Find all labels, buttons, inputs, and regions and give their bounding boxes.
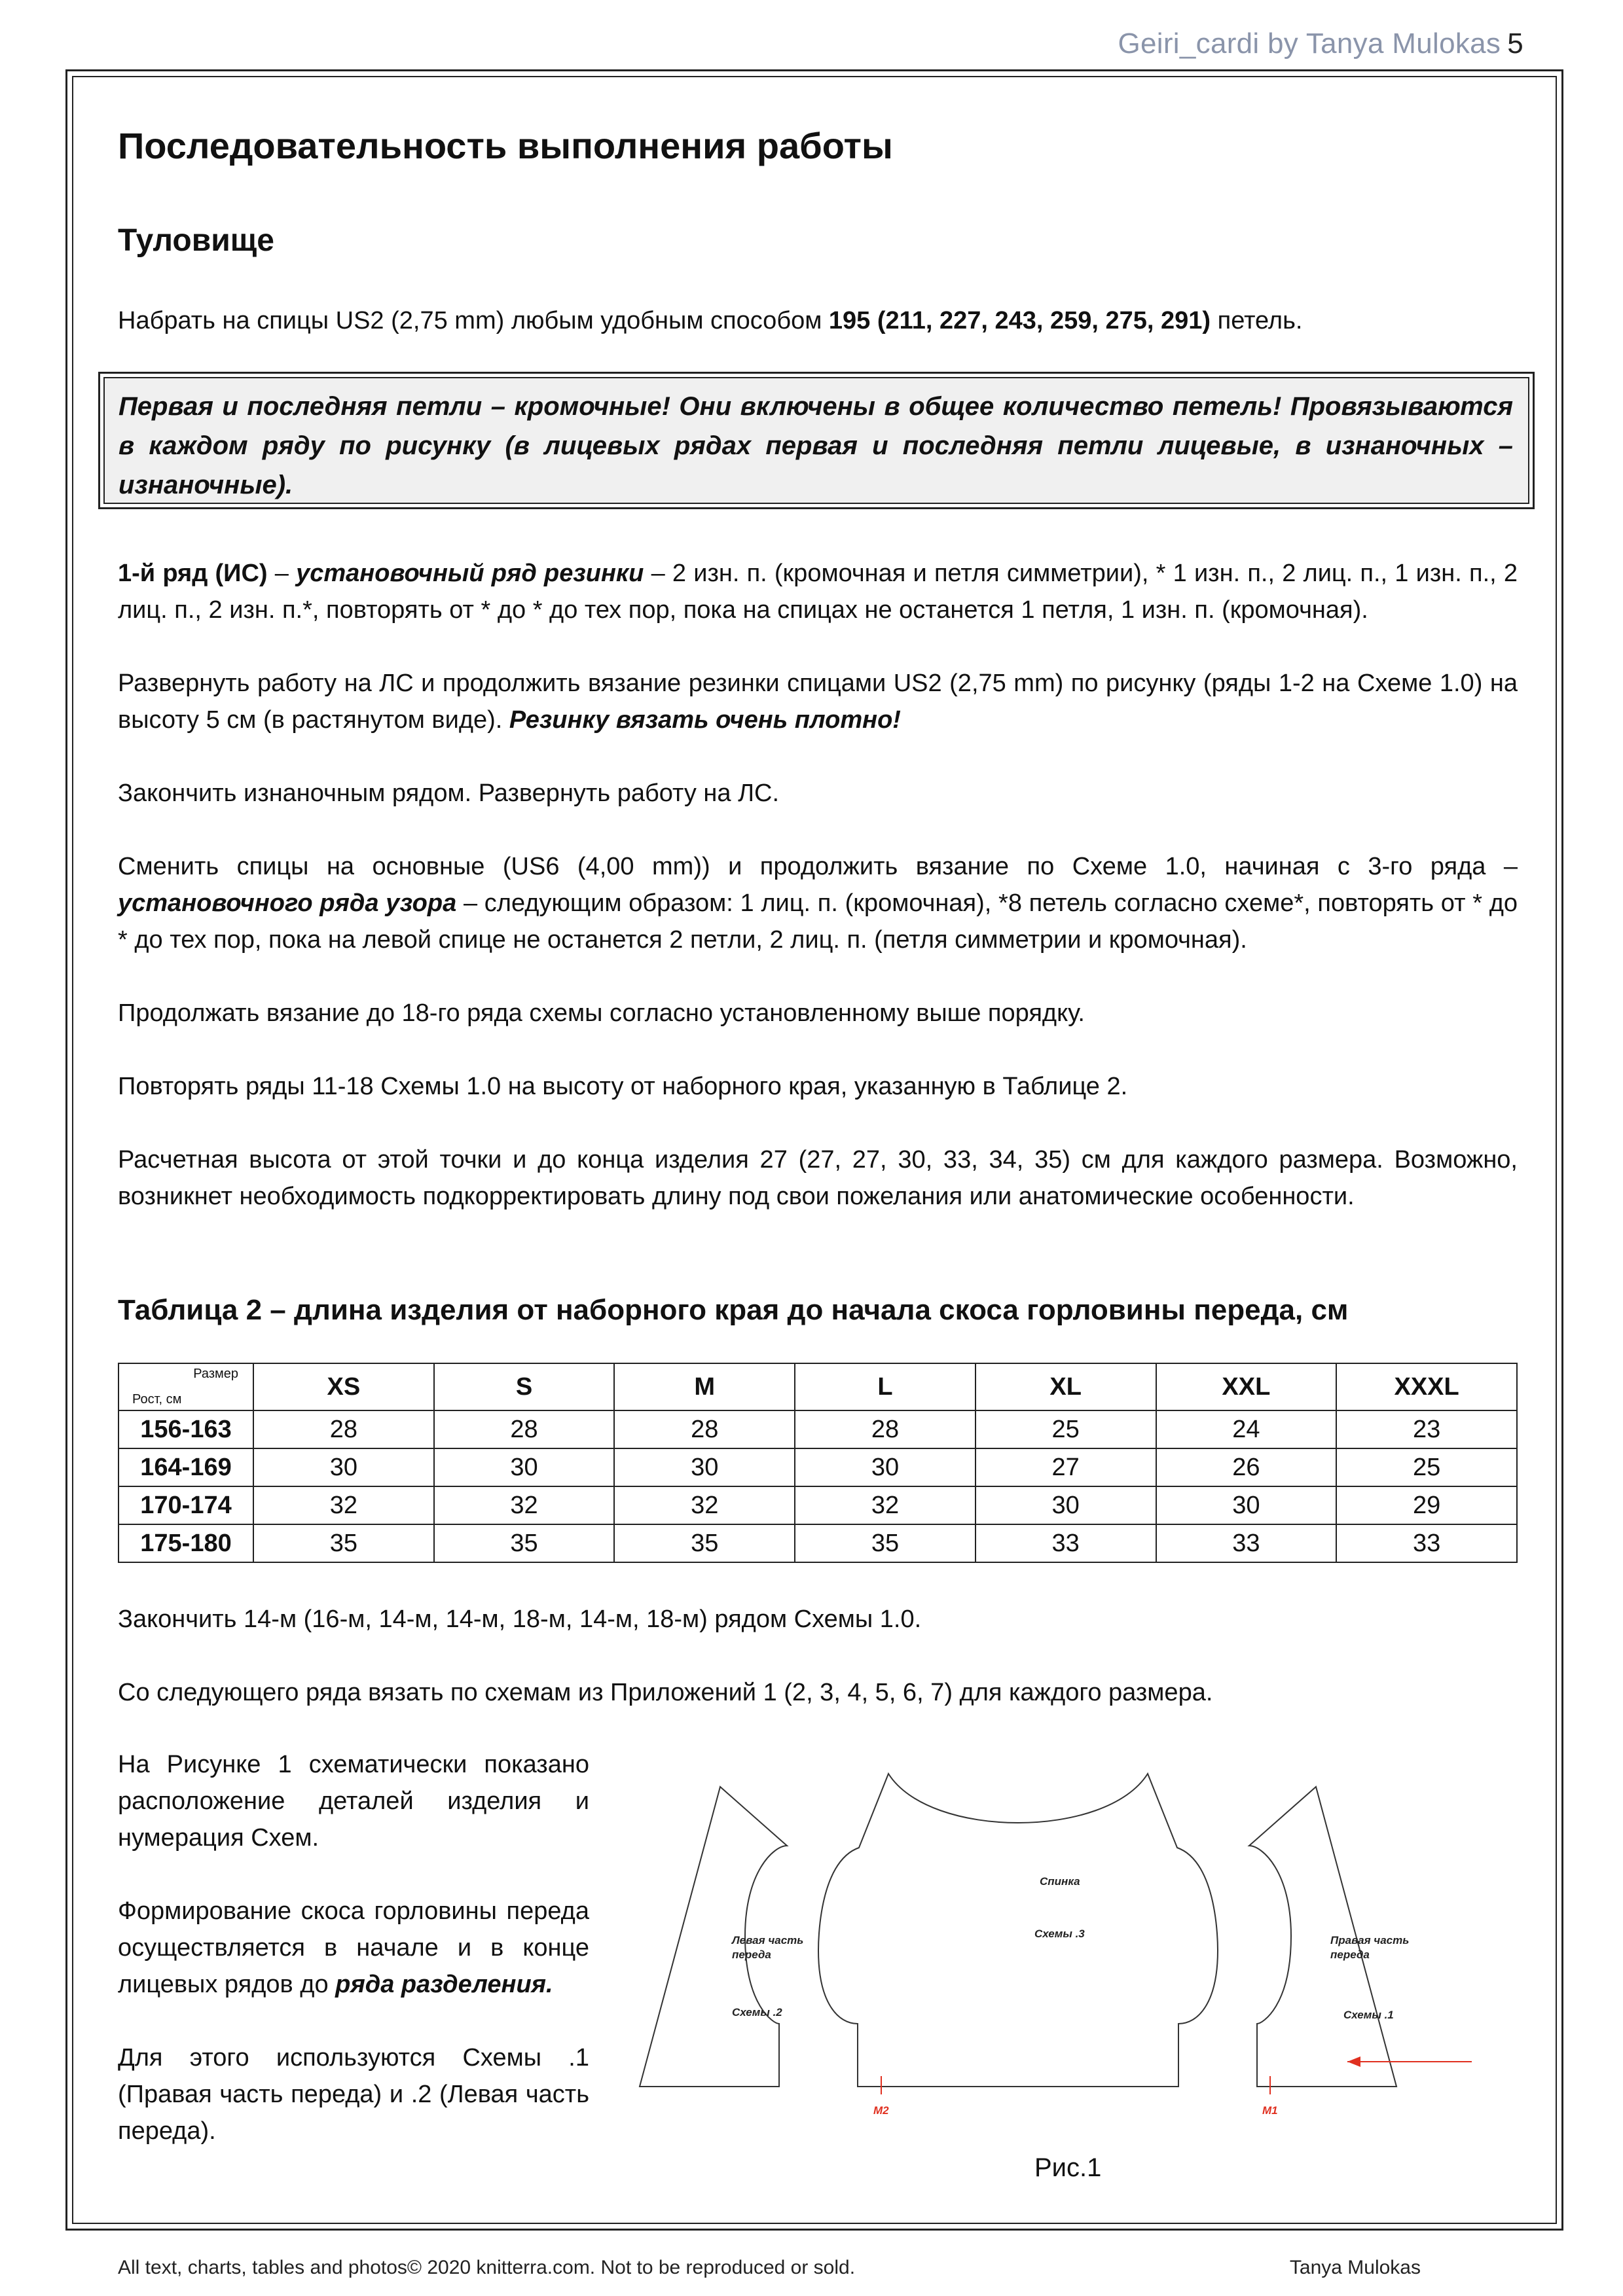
figure-caption: Рис.1 <box>1034 2153 1102 2182</box>
continue-paragraph: Продолжать вязание до 18-го ряда схемы согласно установленному выше порядку. <box>118 999 1085 1027</box>
direction-arrow <box>1347 2056 1472 2067</box>
change-needles-text: Сменить спицы на основные (US6 (4,00 mm)) и продолжить вязание по Схеме 1.0, начиная с 3-го ряда – <box>118 853 1518 880</box>
value-cell: 33 <box>976 1524 1156 1562</box>
value-cell: 35 <box>614 1524 795 1562</box>
row2-paragraph <box>118 665 1518 738</box>
section-title: Последовательность выполнения работы <box>118 125 893 166</box>
side-paragraph-2-text: Формирование скоса горловины переда осуществляется в начале и в конце лицевых рядов до <box>118 1897 589 1998</box>
height-cell: 164-169 <box>119 1448 253 1486</box>
footer-copyright: All text, charts, tables and photos© 2020 knitterra.com. Not to be reproduced or sold. <box>118 2257 856 2278</box>
size-header: XL <box>976 1363 1156 1410</box>
left-front-label-2: переда <box>732 1948 771 1961</box>
repeat-paragraph: Повторять ряды 11-18 Схемы 1.0 на высоту от наборного края, указанную в Таблице 2. <box>118 1073 1128 1100</box>
next-rows-paragraph: Со следующего ряда вязать по схемам из Приложений 1 (2, 3, 4, 5, 6, 7) для каждого размера. <box>118 1679 1213 1706</box>
right-front-label-1: Правая часть <box>1330 1934 1410 1946</box>
table-header-row <box>119 1363 1517 1410</box>
m1-label: M1 <box>1262 2104 1278 2117</box>
value-cell: 26 <box>1156 1448 1337 1486</box>
change-needles-emphasis: установочного ряда узора <box>118 889 457 917</box>
back-scheme-label: Схемы .3 <box>1034 1928 1085 1940</box>
row1-text: – 2 изн. п. (кромочная и петля симметрии), * 1 изн. п., 2 лиц. п., 1 изн. п., 2 лиц. п., 2 изн. п.*, повторять от * до * до тех пор, пока на спицах не останется 1 петля, 1 изн. п. (кромочная). <box>118 560 1518 624</box>
back-outline <box>818 1774 1218 2087</box>
side-text <box>118 1746 589 2149</box>
side-paragraph-2-emphasis: ряда разделения. <box>335 1971 553 1998</box>
right-front-label-2: переда <box>1330 1948 1370 1961</box>
row2-emphasis: Резинку вязать очень плотно! <box>509 706 901 734</box>
footer-author: Tanya Mulokas <box>1289 2257 1421 2278</box>
m1-marker <box>1262 2076 1278 2117</box>
table-title: Таблица 2 – длина изделия от наборного края до начала скоса горловины переда, см <box>118 1294 1349 1326</box>
value-cell: 24 <box>1156 1410 1337 1448</box>
right-scheme-label: Схемы .1 <box>1343 2009 1394 2021</box>
value-cell: 29 <box>1336 1486 1517 1524</box>
cast-on-text: Набрать на спицы US2 (2,75 mm) любым удобным способом <box>118 307 829 334</box>
value-cell: 33 <box>1336 1524 1517 1562</box>
finish-row-paragraph: Закончить 14-м (16-м, 14-м, 14-м, 18-м, 14-м, 18-м) рядом Схемы 1.0. <box>118 1605 922 1633</box>
size-header: XS <box>253 1363 434 1410</box>
height-paragraph: Расчетная высота от этой точки и до конца изделия 27 (27, 27, 30, 33, 34, 35) см для каждого размера. Возможно, возникнет необходимость подкорректировать длину под свои пожелания или анатомические особенности. <box>118 1146 1518 1210</box>
m2-marker <box>873 2076 889 2117</box>
value-cell: 25 <box>1336 1448 1517 1486</box>
value-cell: 25 <box>976 1410 1156 1448</box>
value-cell: 30 <box>795 1448 976 1486</box>
table-row <box>119 1524 1517 1562</box>
back-label: Спинка <box>1040 1875 1080 1888</box>
value-cell: 30 <box>1156 1486 1337 1524</box>
value-cell: 28 <box>253 1410 434 1448</box>
value-cell: 30 <box>253 1448 434 1486</box>
garment-schematic <box>622 1728 1519 2186</box>
value-cell: 28 <box>795 1410 976 1448</box>
row1-paragraph <box>118 555 1518 628</box>
value-cell: 33 <box>1156 1524 1337 1562</box>
value-cell: 32 <box>434 1486 615 1524</box>
corner-height-label: Рост, см <box>132 1392 182 1407</box>
size-header: M <box>614 1363 795 1410</box>
value-cell: 23 <box>1336 1410 1517 1448</box>
page-footer <box>118 2257 1421 2279</box>
side-paragraph-2 <box>118 1893 589 2003</box>
cast-on-stitch-counts: 195 (211, 227, 243, 259, 275, 291) <box>828 307 1211 334</box>
value-cell: 35 <box>253 1524 434 1562</box>
value-cell: 32 <box>795 1486 976 1524</box>
header-title: Geiri_cardi by Tanya Mulokas <box>1118 27 1501 60</box>
value-cell: 32 <box>253 1486 434 1524</box>
change-needles-paragraph <box>118 848 1518 958</box>
change-needles-text-end: – следующим образом: 1 лиц. п. (кромочная), *8 петель согласно схеме*, повторять от * до * до тех пор, пока на левой спице не останется 2 петли, 2 лиц. п. (петля симметрии и кромочная). <box>118 889 1518 954</box>
value-cell: 28 <box>614 1410 795 1448</box>
value-cell: 30 <box>976 1486 1156 1524</box>
corner-size-label: Размер <box>193 1367 238 1381</box>
table-row <box>119 1448 1517 1486</box>
length-table <box>118 1363 1518 1563</box>
size-header: L <box>795 1363 976 1410</box>
value-cell: 30 <box>614 1448 795 1486</box>
size-header: S <box>434 1363 615 1410</box>
side-paragraph-3: Для этого используются Схемы .1 (Правая часть переда) и .2 (Левая часть переда). <box>118 2044 589 2145</box>
row1-emphasis: установочный ряд резинки <box>296 560 644 587</box>
subsection-title: Туловище <box>118 223 274 258</box>
table-corner-cell <box>119 1363 253 1410</box>
side-paragraph-1: На Рисунке 1 схематически показано расположение деталей изделия и нумерация Схем. <box>118 1751 589 1852</box>
finish-wrong-side-paragraph: Закончить изнаночным рядом. Развернуть работу на ЛС. <box>118 780 780 807</box>
value-cell: 30 <box>434 1448 615 1486</box>
height-cell: 170-174 <box>119 1486 253 1524</box>
table-row <box>119 1486 1517 1524</box>
page-header <box>1118 27 1523 60</box>
size-header: XXL <box>1156 1363 1337 1410</box>
row2-text: Развернуть работу на ЛС и продолжить вязание резинки спицами US2 (2,75 mm) по рисунку (ряды 1-2 на Схеме 1.0) на высоту 5 см (в растянутом виде). <box>118 670 1518 734</box>
value-cell: 28 <box>434 1410 615 1448</box>
m2-label: M2 <box>873 2104 889 2117</box>
height-cell: 175-180 <box>119 1524 253 1562</box>
size-header: XXXL <box>1336 1363 1517 1410</box>
left-front-label-1: Левая часть <box>732 1934 804 1946</box>
page-number: 5 <box>1507 27 1523 60</box>
left-scheme-label: Схемы .2 <box>732 2006 782 2018</box>
note-text: Первая и последняя петли – кромочные! Они включены в общее количество петель! Провязываются в каждом ряду по рисунку (в лицевых рядах первая и последняя петли лицевые, в изнаночных – изнаночные). <box>119 392 1513 499</box>
cast-on-paragraph <box>118 302 1518 339</box>
value-cell: 35 <box>795 1524 976 1562</box>
cast-on-text-end: петель. <box>1211 307 1303 334</box>
value-cell: 35 <box>434 1524 615 1562</box>
row1-label: 1-й ряд (ИС) <box>118 560 268 587</box>
value-cell: 32 <box>614 1486 795 1524</box>
row1-dash: – <box>267 560 297 587</box>
value-cell: 27 <box>976 1448 1156 1486</box>
note-box <box>98 372 1535 509</box>
height-cell: 156-163 <box>119 1410 253 1448</box>
table-row <box>119 1410 1517 1448</box>
